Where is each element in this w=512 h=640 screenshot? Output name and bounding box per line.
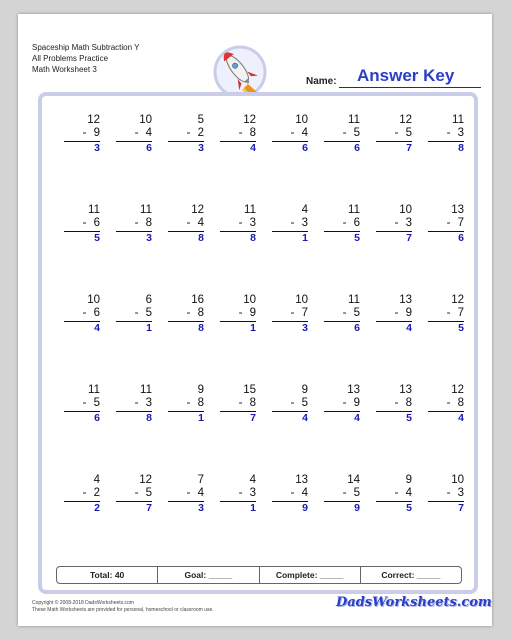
minuend: 13	[399, 294, 412, 306]
problem-1-3	[168, 114, 204, 155]
subtrahend: 6	[353, 217, 360, 229]
problem-5-1	[64, 474, 100, 515]
minuend: 6	[145, 294, 152, 306]
problem-4-8	[428, 384, 464, 425]
problem-1-1	[64, 114, 100, 155]
minuend: 4	[93, 474, 100, 486]
problems-frame	[38, 92, 478, 594]
answer: 3	[94, 142, 100, 154]
problem-5-6	[324, 474, 360, 515]
subtrahend: 5	[145, 307, 152, 319]
title-line-3: Math Worksheet 3	[32, 65, 97, 74]
minus-sign: -	[82, 217, 87, 229]
subtrahend: 8	[405, 397, 412, 409]
minuend: 11	[348, 114, 360, 126]
problem-2-8	[428, 204, 464, 245]
subtrahend-line	[324, 487, 360, 502]
answer: 6	[458, 232, 464, 244]
minuend: 11	[140, 204, 152, 216]
problem-1-2	[116, 114, 152, 155]
answer: 4	[354, 412, 360, 424]
minuend: 11	[88, 384, 100, 396]
minus-sign: -	[82, 127, 87, 139]
subtrahend: 8	[249, 127, 256, 139]
problem-5-3	[168, 474, 204, 515]
subtrahend: 7	[301, 307, 308, 319]
answer: 6	[146, 142, 152, 154]
minuend: 10	[243, 294, 256, 306]
subtrahend-line	[168, 127, 204, 142]
answer: 3	[198, 502, 204, 514]
problem-2-7	[376, 204, 412, 245]
subtrahend: 8	[145, 217, 152, 229]
minuend: 12	[399, 114, 412, 126]
answer: 6	[302, 142, 308, 154]
problem-1-5	[272, 114, 308, 155]
minus-sign: -	[290, 217, 295, 229]
minus-sign: -	[82, 487, 87, 499]
answer: 9	[354, 502, 360, 514]
minuend: 13	[451, 204, 464, 216]
answer-key-label: Answer Key	[357, 66, 455, 85]
problems-grid	[50, 104, 466, 556]
minus-sign: -	[186, 397, 191, 409]
subtrahend-line	[64, 307, 100, 322]
subtrahend: 5	[145, 487, 152, 499]
copyright-notice	[32, 600, 214, 614]
subtrahend-line	[168, 217, 204, 232]
answer: 8	[250, 232, 256, 244]
minus-sign: -	[82, 397, 87, 409]
subtrahend-line	[376, 487, 412, 502]
answer: 2	[94, 502, 100, 514]
complete-field[interactable]: Complete: _____	[260, 567, 361, 583]
minus-sign: -	[186, 487, 191, 499]
minus-sign: -	[394, 127, 399, 139]
answer: 7	[458, 502, 464, 514]
dadsworksheets-logo[interactable]: DadsWorksheets.com	[336, 595, 492, 610]
problem-4-1	[64, 384, 100, 425]
minus-sign: -	[238, 127, 243, 139]
problem-3-3	[168, 294, 204, 335]
subtrahend-line	[64, 487, 100, 502]
minus-sign: -	[446, 217, 451, 229]
minuend: 10	[295, 294, 308, 306]
subtrahend-line	[376, 397, 412, 412]
answer: 7	[250, 412, 256, 424]
problem-1-6	[324, 114, 360, 155]
answer: 5	[458, 322, 464, 334]
minus-sign: -	[394, 487, 399, 499]
minus-sign: -	[342, 487, 347, 499]
answer: 4	[302, 412, 308, 424]
minuend: 10	[399, 204, 412, 216]
subtrahend-line	[272, 217, 308, 232]
subtrahend: 8	[197, 307, 204, 319]
minus-sign: -	[342, 307, 347, 319]
minuend: 12	[191, 204, 204, 216]
problem-2-2	[116, 204, 152, 245]
answer: 8	[198, 322, 204, 334]
subtrahend: 3	[249, 217, 256, 229]
minuend: 11	[244, 204, 256, 216]
subtrahend-line	[168, 307, 204, 322]
subtrahend: 8	[457, 397, 464, 409]
minus-sign: -	[290, 487, 295, 499]
problem-4-4	[220, 384, 256, 425]
minus-sign: -	[186, 217, 191, 229]
minuend: 4	[301, 204, 308, 216]
minus-sign: -	[394, 307, 399, 319]
answer: 5	[354, 232, 360, 244]
minuend: 13	[399, 384, 412, 396]
title-line-1: Spaceship Math Subtraction Y	[32, 43, 140, 52]
minus-sign: -	[238, 307, 243, 319]
minuend: 11	[88, 204, 100, 216]
subtrahend-line	[220, 217, 256, 232]
problem-3-5	[272, 294, 308, 335]
minuend: 12	[243, 114, 256, 126]
minus-sign: -	[342, 217, 347, 229]
problem-2-6	[324, 204, 360, 245]
minus-sign: -	[290, 397, 295, 409]
minus-sign: -	[290, 307, 295, 319]
subtrahend: 5	[353, 487, 360, 499]
subtrahend-line	[272, 307, 308, 322]
subtrahend-line	[272, 127, 308, 142]
subtrahend-line	[116, 397, 152, 412]
minuend: 5	[197, 114, 204, 126]
minus-sign: -	[134, 127, 139, 139]
answer: 8	[198, 232, 204, 244]
subtrahend: 4	[197, 217, 204, 229]
subtrahend: 3	[405, 217, 412, 229]
minus-sign: -	[186, 307, 191, 319]
minus-sign: -	[446, 127, 451, 139]
minus-sign: -	[134, 397, 139, 409]
subtrahend: 3	[457, 487, 464, 499]
subtrahend-line	[220, 307, 256, 322]
subtrahend-line	[428, 307, 464, 322]
minuend: 16	[191, 294, 204, 306]
problem-3-6	[324, 294, 360, 335]
answer: 3	[302, 322, 308, 334]
subtrahend-line	[272, 487, 308, 502]
minuend: 9	[301, 384, 308, 396]
answer: 7	[406, 232, 412, 244]
problem-1-4	[220, 114, 256, 155]
copyright-line-2: These Math Worksheets are provided for personal, homeschool or classroom use.	[32, 607, 214, 613]
minus-sign: -	[394, 397, 399, 409]
title-line-2: All Problems Practice	[32, 54, 109, 63]
minus-sign: -	[134, 307, 139, 319]
answer: 7	[406, 142, 412, 154]
subtrahend-line	[220, 487, 256, 502]
answer: 7	[146, 502, 152, 514]
problem-5-2	[116, 474, 152, 515]
subtrahend: 5	[405, 127, 412, 139]
subtrahend-line	[428, 397, 464, 412]
minus-sign: -	[134, 217, 139, 229]
problem-3-7	[376, 294, 412, 335]
answer: 4	[458, 412, 464, 424]
subtrahend-line	[168, 487, 204, 502]
answer: 6	[354, 142, 360, 154]
subtrahend: 2	[93, 487, 100, 499]
answer: 5	[94, 232, 100, 244]
subtrahend-line	[376, 307, 412, 322]
subtrahend: 4	[405, 487, 412, 499]
subtrahend-line	[324, 217, 360, 232]
problem-1-7	[376, 114, 412, 155]
subtrahend-line	[324, 307, 360, 322]
subtrahend-line	[428, 487, 464, 502]
answer: 4	[94, 322, 100, 334]
problem-1-8	[428, 114, 464, 155]
minuend: 13	[347, 384, 360, 396]
answer: 3	[146, 232, 152, 244]
minuend: 12	[451, 294, 464, 306]
total-field: Total: 40	[57, 567, 158, 583]
worksheet-title	[32, 42, 139, 75]
minuend: 10	[295, 114, 308, 126]
problem-4-5	[272, 384, 308, 425]
minuend: 10	[87, 294, 100, 306]
subtrahend-line	[428, 217, 464, 232]
minuend: 11	[452, 114, 464, 126]
minus-sign: -	[82, 307, 87, 319]
subtrahend: 3	[249, 487, 256, 499]
subtrahend: 5	[301, 397, 308, 409]
minuend: 10	[139, 114, 152, 126]
subtrahend-line	[324, 127, 360, 142]
correct-field[interactable]: Correct: _____	[381, 570, 441, 580]
problem-4-7	[376, 384, 412, 425]
minus-sign: -	[342, 127, 347, 139]
answer: 5	[406, 502, 412, 514]
answer: 6	[354, 322, 360, 334]
minuend: 14	[347, 474, 360, 486]
answer: 5	[406, 412, 412, 424]
subtrahend: 3	[457, 127, 464, 139]
answer: 1	[146, 322, 152, 334]
minuend: 15	[243, 384, 256, 396]
problem-4-3	[168, 384, 204, 425]
subtrahend-line	[376, 217, 412, 232]
subtrahend: 8	[197, 397, 204, 409]
answer: 8	[146, 412, 152, 424]
subtrahend: 2	[197, 127, 204, 139]
minus-sign: -	[134, 487, 139, 499]
subtrahend-line	[376, 127, 412, 142]
minuend: 12	[451, 384, 464, 396]
answer: 1	[250, 502, 256, 514]
subtrahend: 7	[457, 307, 464, 319]
answer: 6	[94, 412, 100, 424]
subtrahend: 4	[301, 127, 308, 139]
minuend: 12	[139, 474, 152, 486]
subtrahend: 9	[353, 397, 360, 409]
subtrahend: 4	[301, 487, 308, 499]
answer: 8	[458, 142, 464, 154]
subtrahend-line	[64, 127, 100, 142]
problem-3-1	[64, 294, 100, 335]
problem-2-5	[272, 204, 308, 245]
subtrahend: 9	[249, 307, 256, 319]
minus-sign: -	[342, 397, 347, 409]
worksheet-page	[18, 14, 492, 626]
copyright-line-1: Copyright © 2008-2018 DadsWorksheets.com	[32, 600, 134, 606]
goal-field[interactable]: Goal: _____	[158, 567, 259, 583]
subtrahend-line	[220, 397, 256, 412]
subtrahend-line	[272, 397, 308, 412]
subtrahend: 9	[405, 307, 412, 319]
subtrahend: 5	[93, 397, 100, 409]
minus-sign: -	[238, 217, 243, 229]
answer: 4	[406, 322, 412, 334]
subtrahend-line	[116, 127, 152, 142]
subtrahend-line	[168, 397, 204, 412]
minus-sign: -	[238, 487, 243, 499]
problem-4-2	[116, 384, 152, 425]
subtrahend-line	[428, 127, 464, 142]
subtrahend-line	[64, 217, 100, 232]
minuend: 10	[451, 474, 464, 486]
minuend: 7	[197, 474, 204, 486]
problem-2-3	[168, 204, 204, 245]
subtrahend: 6	[93, 307, 100, 319]
minuend: 13	[295, 474, 308, 486]
subtrahend: 7	[457, 217, 464, 229]
minus-sign: -	[446, 487, 451, 499]
problem-3-2	[116, 294, 152, 335]
answer: 3	[198, 142, 204, 154]
minuend: 11	[140, 384, 152, 396]
subtrahend: 4	[197, 487, 204, 499]
subtrahend: 3	[301, 217, 308, 229]
problem-3-8	[428, 294, 464, 335]
minus-sign: -	[186, 127, 191, 139]
score-bar	[56, 566, 462, 584]
name-label: Name:	[306, 76, 337, 87]
answer: 9	[302, 502, 308, 514]
minuend: 9	[405, 474, 412, 486]
answer: 1	[302, 232, 308, 244]
problem-2-1	[64, 204, 100, 245]
subtrahend-line	[116, 307, 152, 322]
subtrahend: 5	[353, 307, 360, 319]
minus-sign: -	[290, 127, 295, 139]
problem-5-8	[428, 474, 464, 515]
subtrahend-line	[116, 487, 152, 502]
answer: 1	[250, 322, 256, 334]
problem-5-5	[272, 474, 308, 515]
minus-sign: -	[446, 307, 451, 319]
problem-5-7	[376, 474, 412, 515]
subtrahend: 4	[145, 127, 152, 139]
problem-4-6	[324, 384, 360, 425]
answer: 1	[198, 412, 204, 424]
subtrahend-line	[64, 397, 100, 412]
minus-sign: -	[394, 217, 399, 229]
subtrahend-line	[324, 397, 360, 412]
problem-2-4	[220, 204, 256, 245]
subtrahend: 9	[93, 127, 100, 139]
subtrahend: 8	[249, 397, 256, 409]
subtrahend-line	[220, 127, 256, 142]
minuend: 4	[249, 474, 256, 486]
subtrahend: 3	[145, 397, 152, 409]
minuend: 9	[197, 384, 204, 396]
subtrahend: 5	[353, 127, 360, 139]
minus-sign: -	[446, 397, 451, 409]
subtrahend: 6	[93, 217, 100, 229]
minuend: 11	[348, 294, 360, 306]
minuend: 12	[87, 114, 100, 126]
answer: 4	[250, 142, 256, 154]
minuend: 11	[348, 204, 360, 216]
problem-5-4	[220, 474, 256, 515]
subtrahend-line	[116, 217, 152, 232]
problem-3-4	[220, 294, 256, 335]
minus-sign: -	[238, 397, 243, 409]
